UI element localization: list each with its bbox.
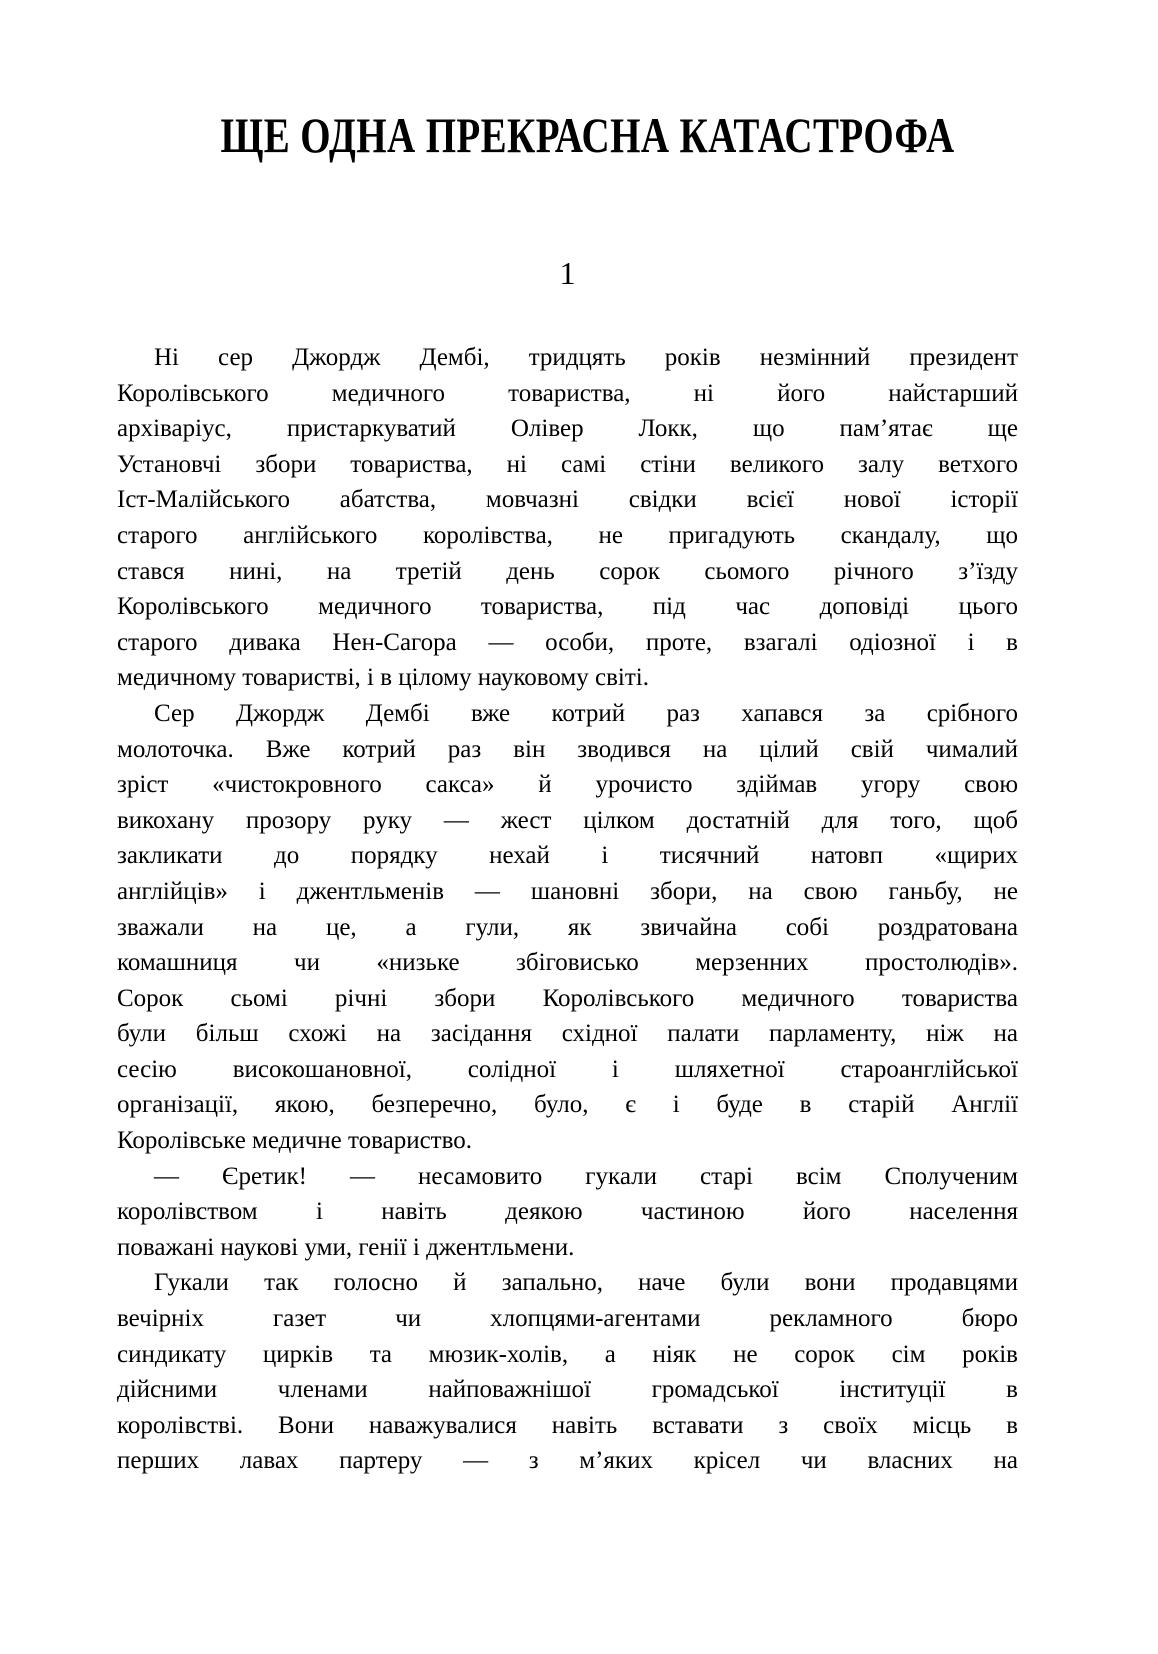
text-line: організації, якою, безперечно, було, є і буде в старій Англії xyxy=(117,1091,1018,1119)
text-line: Іст-Малійського абатства, мовчазні свідки всієї нової історії xyxy=(117,486,1018,514)
paragraph xyxy=(117,1265,1018,1479)
text-line: комашниця чи «низьке збіговисько мерзенних простолюдів». xyxy=(117,949,1018,977)
text-line: синдикату цирків та мюзик-холів, а ніяк не сорок сім років xyxy=(117,1340,1018,1368)
paragraph xyxy=(117,696,1018,1159)
text-line: королівством і навіть деякою частиною його населення xyxy=(117,1198,1018,1226)
text-line: Гукали так голосно й запально, наче були вони продавцями xyxy=(154,1269,1018,1297)
text-line: Сорок сьомі річні збори Королівського медичного товариства xyxy=(117,984,1018,1012)
text-line: старого дивака Нен-Сагора — особи, проте, взагалі одіозної і в xyxy=(117,628,1018,656)
paragraph xyxy=(117,340,1018,696)
text-line: були більш схожі на засідання східної палати парламенту, ніж на xyxy=(117,1020,1018,1048)
text-line: королівстві. Вони наважувалися навіть вставати з своїх місць в xyxy=(117,1411,1018,1439)
text-line: — Єретик! — несамовито гукали старі всім Сполученим xyxy=(154,1162,1018,1190)
text-line: викохану прозору руку — жест цілком достатній для того, щоб xyxy=(117,806,1018,834)
text-line: Королівського медичного товариства, під час доповіді цього xyxy=(117,593,1018,621)
text-line: молоточка. Вже котрий раз він зводився на цілий свій чималий xyxy=(117,735,1018,763)
text-line: зважали на це, а гули, як звичайна собі роздратована xyxy=(117,913,1018,941)
text-line: зріст «чистокровного сакса» й урочисто здіймав угору свою xyxy=(117,771,1018,799)
chapter-title-text: ЩЕ ОДНА ПРЕКРАСНА КАТАСТРОФА xyxy=(220,107,955,163)
text-line: поважані наукові уми, генії і джентльмени. xyxy=(117,1233,575,1261)
text-line: сесію високошановної, солідної і шляхетної староанглійської xyxy=(117,1055,1018,1083)
text-line: англійців» і джентльменів — шановні збори, на свою ганьбу, не xyxy=(117,877,1018,905)
text-line: Установчі збори товариства, ні самі стіни великого залу ветхого xyxy=(117,450,1018,478)
text-line: Королівського медичного товариства, ні його найстарший xyxy=(117,379,1018,407)
body-text xyxy=(117,340,1018,1479)
text-line: Ні сер Джордж Дембі, тридцять років незмінний президент xyxy=(154,344,1018,371)
chapter-title xyxy=(117,0,1018,162)
section-number: 1 xyxy=(559,255,576,291)
text-line: стався нині, на третій день сорок сьомого річного з’їзду xyxy=(117,557,1018,585)
text-line: медичному товаристві, і в цілому науковому світі. xyxy=(117,664,649,692)
paragraph xyxy=(117,1159,1018,1266)
text-line: старого англійського королівства, не пригадують скандалу, що xyxy=(117,521,1018,549)
text-line: дійсними членами найповажнішої громадської інституції в xyxy=(117,1376,1018,1404)
text-line: Сер Джордж Дембі вже котрий раз хапався за срібного xyxy=(154,699,1018,727)
text-line: вечірніх газет чи хлопцями-агентами рекламного бюро xyxy=(117,1305,1018,1333)
text-line: перших лавах партеру — з м’яких крісел чи власних на xyxy=(117,1447,1018,1475)
text-line: Королівське медичне товариство. xyxy=(117,1127,472,1155)
text-line: закликати до порядку нехай і тисячний натовп «щирих xyxy=(117,842,1018,870)
text-line: архіваріус, пристаркуватий Олівер Локк, що пам’ятає ще xyxy=(117,415,1018,443)
